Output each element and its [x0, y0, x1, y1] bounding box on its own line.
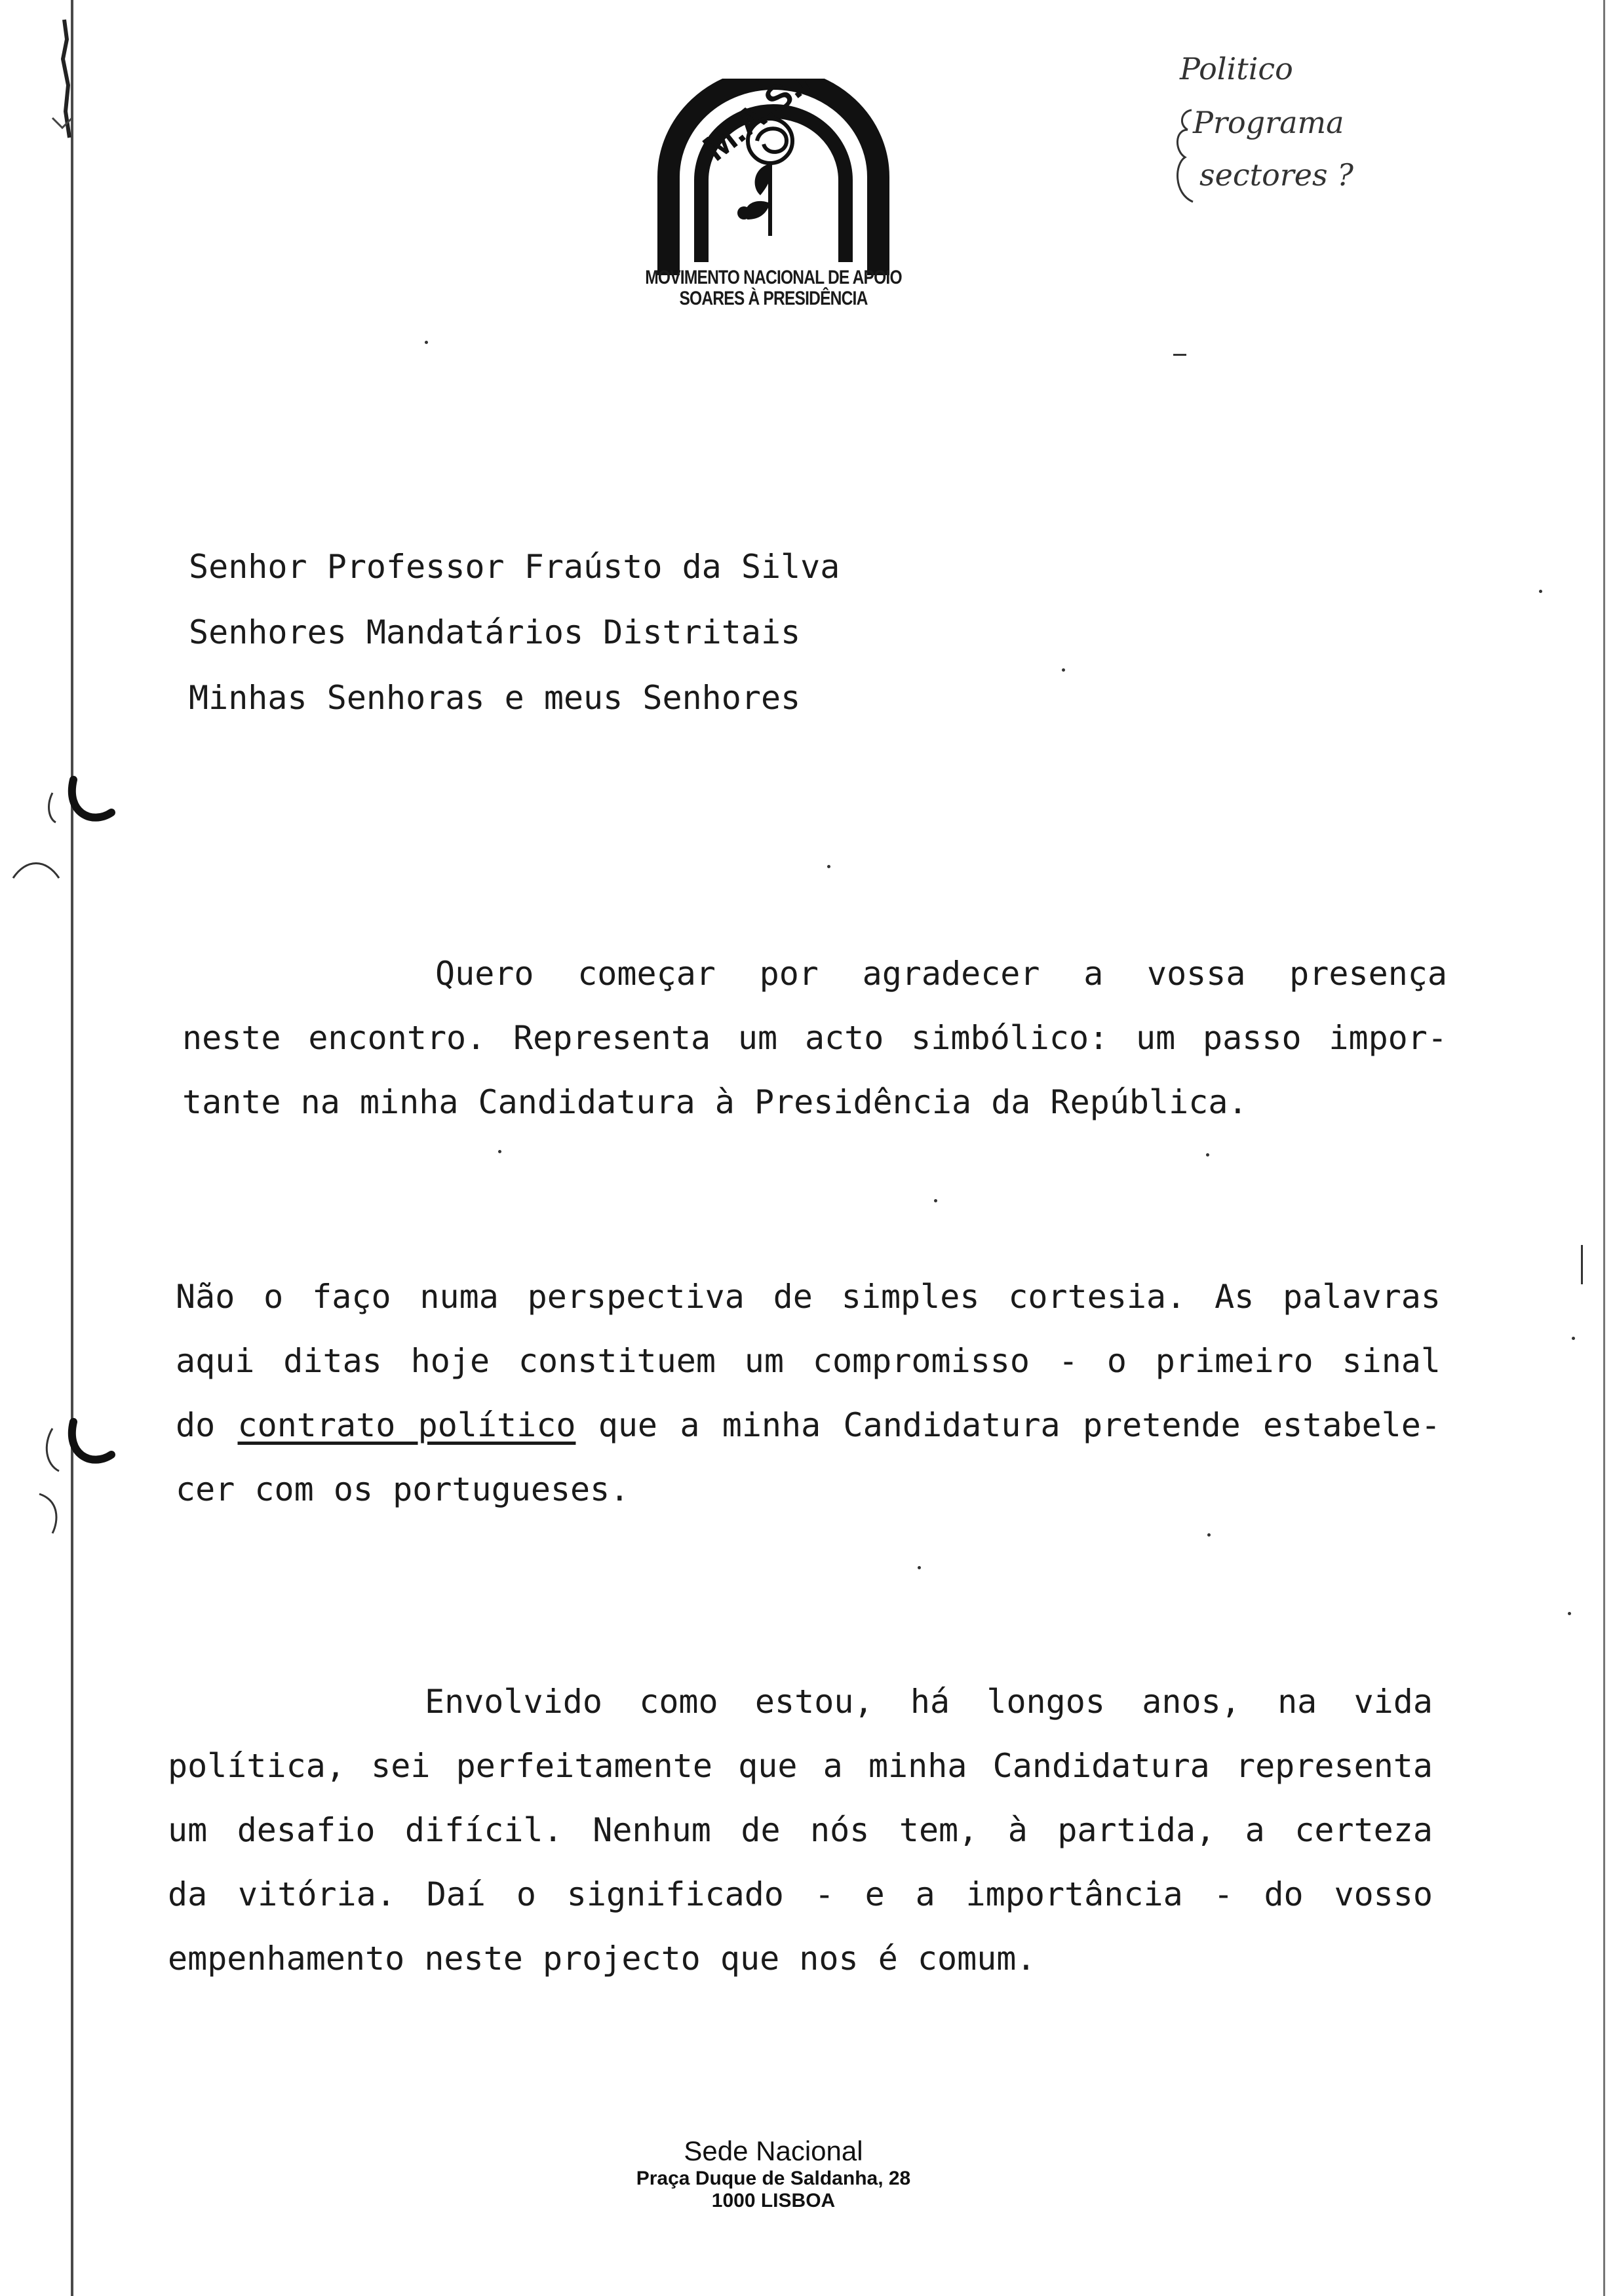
- paragraph-2: [176, 1265, 1441, 1521]
- p3-line4: da vitória. Daí o significado - e a importância - do vosso: [168, 1875, 1433, 1913]
- p1-line1: Quero começar por agradecer a vossa presença: [435, 955, 1447, 993]
- paragraph-3: [168, 1670, 1433, 1991]
- p2-line3-after: que a minha Candidatura pretende estabele-: [575, 1406, 1441, 1444]
- punch-hole-mark-2: [33, 1409, 125, 1481]
- logo-caption-line2: SOARES À PRESIDÊNCIA: [679, 288, 868, 309]
- scan-speck: [1207, 1533, 1211, 1537]
- footer-title: Sede Nacional: [684, 2135, 863, 2166]
- binder-mark-top: [13, 13, 92, 144]
- scan-speck: [827, 865, 830, 868]
- punch-hole-mark-1: [33, 767, 125, 839]
- handnote-line2: Programa: [1193, 105, 1344, 140]
- p2-line1: Não o faço numa perspectiva de simples cortesia. As palavras: [176, 1278, 1441, 1316]
- p2-line4: cer com os portugueses.: [176, 1470, 630, 1508]
- p1-line2: neste encontro. Representa um acto simbólico: um passo impor-: [182, 1019, 1447, 1057]
- contrato-politico-underlined: contrato político: [237, 1406, 576, 1444]
- logo-caption-line1: MOVIMENTO NACIONAL DE APOIO: [645, 267, 902, 288]
- scan-speck: [1539, 590, 1542, 593]
- salutation-line1: Senhor Professor Fraústo da Silva: [189, 548, 840, 586]
- paragraph-1: [182, 942, 1447, 1134]
- handnote-line3: sectores ?: [1199, 157, 1353, 193]
- scan-left-edge: [71, 0, 73, 2296]
- salutation-line2: Senhores Mandatários Distritais: [189, 613, 801, 651]
- scan-speck: [1572, 1337, 1575, 1340]
- p3-line3: um desafio difícil. Nenhum de nós tem, à partida, a certeza: [168, 1811, 1433, 1849]
- punch-hole-arc-2: [13, 1487, 79, 1540]
- scan-speck: [918, 1566, 921, 1569]
- scan-speck: [1206, 1153, 1209, 1157]
- scan-speck: [1173, 354, 1186, 356]
- scan-speck: [1062, 668, 1065, 672]
- svg-text:M.A.S.P.: M.A.S.P.: [695, 79, 833, 169]
- footer-address-line: Praça Duque de Saldanha, 28: [636, 2168, 911, 2189]
- scan-speck: [425, 341, 428, 344]
- salutation-line3: Minhas Senhoras e meus Senhores: [189, 679, 801, 717]
- scan-right-edge: [1603, 0, 1605, 2296]
- p1-line3: tante na minha Candidatura à Presidência da República.: [182, 1083, 1248, 1121]
- scan-speck: [934, 1199, 937, 1202]
- p2-line3: [176, 1393, 1441, 1457]
- p2-line2: aqui ditas hoje constituem um compromisso - o primeiro sinal: [176, 1342, 1441, 1380]
- handnote-line1: Politico: [1180, 51, 1293, 86]
- p3-line5: empenhamento neste projecto que nos é comum.: [168, 1940, 1036, 1978]
- footer-address: [590, 2135, 957, 2212]
- logo-caption: [644, 267, 903, 309]
- footer-city: 1000 LISBOA: [711, 2190, 836, 2211]
- p3-line2: política, sei perfeitamente que a minha Candidatura representa: [168, 1747, 1433, 1785]
- scan-speck: [1581, 1245, 1583, 1284]
- punch-hole-arc-1: [7, 852, 72, 891]
- p3-line1: Envolvido como estou, há longos anos, na vida: [425, 1683, 1433, 1721]
- scan-speck: [1568, 1612, 1571, 1615]
- scan-speck: [498, 1150, 501, 1153]
- p2-line3-before: do: [176, 1406, 238, 1444]
